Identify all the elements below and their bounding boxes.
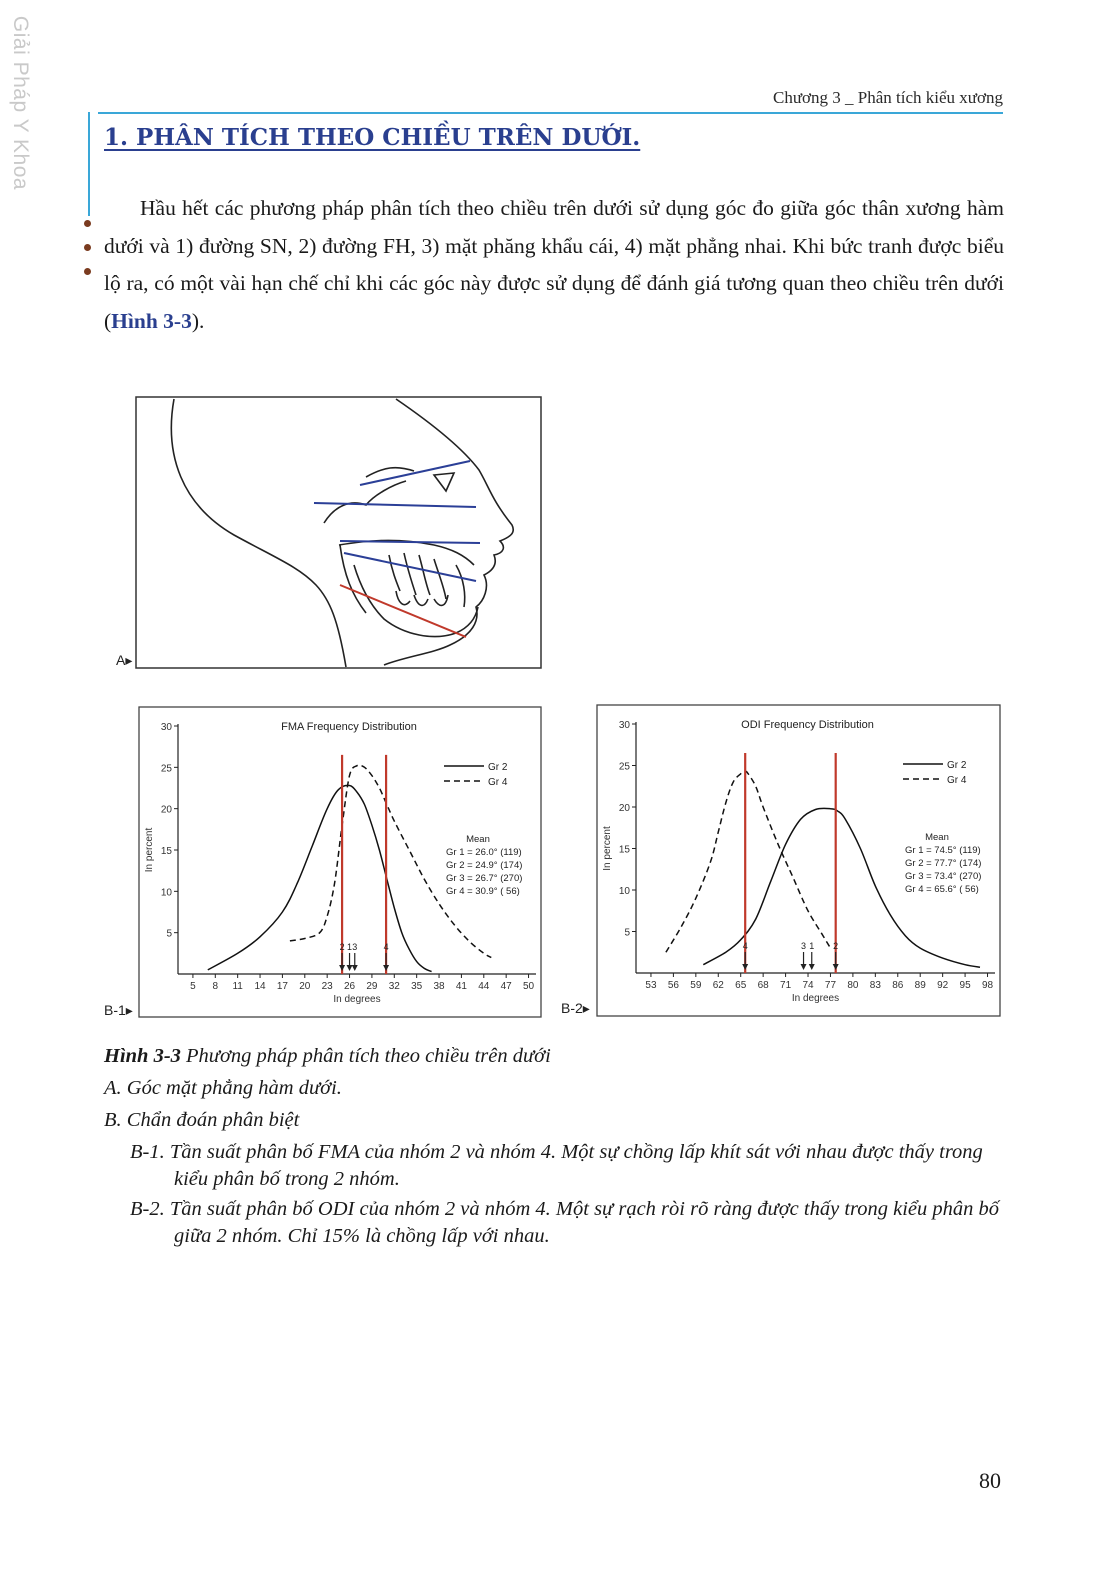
x-tick-label: 17 [276,981,288,992]
odi-frequency-chart [596,704,1001,1017]
x-tick-label: 14 [254,981,266,992]
x-tick-label: 5 [190,981,196,992]
x-tick-label: 65 [735,980,747,991]
means-entry: Gr 1 = 74.5° (119) [905,845,981,856]
figure-reference: Hình 3-3 [111,308,192,333]
x-tick-label: 89 [914,980,926,991]
group-marker-label: 3 [801,941,807,951]
figure-caption [104,1040,1014,1250]
running-header: Chương 3 _ Phân tích kiểu xương [772,88,1003,107]
x-tick-label: 98 [981,980,994,991]
x-tick-label: 92 [937,980,949,991]
y-tick-label: 25 [618,761,630,773]
bullet-dot [84,244,91,251]
panel-b2-label: B-2▸ [561,1000,590,1016]
means-entry: Gr 2 = 24.9° (174) [446,860,523,871]
y-tick-label: 10 [160,887,172,899]
panel-a-frame [136,397,541,668]
x-tick-label: 86 [892,980,904,991]
header-rule [98,112,1003,114]
y-tick-label: 20 [618,803,630,814]
caption-title-line [104,1040,1014,1072]
y-tick-label: 20 [160,804,172,816]
caption-label: Hình 3-3 [104,1045,181,1067]
panel-a-cephalometric-tracing [134,395,544,671]
means-title: Mean [466,834,490,845]
side-watermark [4,8,36,198]
group-marker-label: 2 [339,942,345,952]
x-axis-label: In degrees [333,994,381,1005]
x-tick-label: 56 [667,980,679,991]
y-tick-label: 30 [160,722,172,733]
caption-title: Phương pháp phân tích theo chiều trên dưới [180,1045,551,1067]
body-paragraph [104,190,1004,340]
x-tick-label: 53 [645,980,657,991]
y-tick-label: 5 [166,928,172,940]
bullet-dot [84,220,91,227]
left-margin-rule [88,112,90,216]
x-tick-label: 23 [321,981,333,992]
y-tick-label: 25 [160,763,172,775]
caption-line-b: B. Chẩn đoán phân biệt [104,1109,300,1131]
y-axis-label: In percent [144,827,155,873]
y-tick-label: 10 [618,886,630,897]
x-tick-label: 44 [478,981,490,992]
y-tick-label: 15 [618,844,630,856]
x-tick-label: 35 [411,981,423,992]
x-axis-label: In degrees [791,993,840,1004]
x-tick-label: 59 [690,980,702,991]
means-entry: Gr 3 = 26.7° (270) [446,873,523,884]
legend-entry: Gr 2 [488,762,508,773]
group-marker-label: 2 [833,941,839,951]
x-tick-label: 95 [959,980,971,991]
fma-frequency-chart [138,706,542,1018]
group-marker-label: 1 [809,941,815,951]
paragraph-text: Hầu hết các phương pháp phân tích theo chiều trên dưới sử dụng góc đo giữa góc thân xương hàm dưới và 1) đường SN, 2) đường FH, 3) mặt phăng khẩu cái, 4) mặt phẳng nhai. Khi bức tranh được biểu lộ ra, có một vài hạn chế chỉ khi các góc này được sử dụng để đánh giá tương quan theo chiều trên dưới ( [104,196,1004,333]
group-marker-label: 1 [347,942,353,952]
legend-entry: Gr 2 [947,760,967,771]
y-axis-label: In percent [602,826,613,871]
y-tick-label: 30 [618,720,630,731]
x-tick-label: 11 [232,981,243,992]
x-tick-label: 83 [869,980,881,991]
chart-title: FMA Frequency Distribution [281,721,417,733]
bullet-dot [84,268,91,275]
paragraph-end: ). [191,308,205,333]
x-tick-label: 77 [824,980,837,991]
means-title: Mean [925,832,949,843]
x-tick-label: 71 [780,980,792,991]
x-tick-label: 47 [500,981,512,992]
x-tick-label: 68 [757,980,769,991]
chart-title: ODI Frequency Distribution [741,719,874,731]
x-tick-label: 32 [388,981,400,992]
y-tick-label: 5 [624,927,630,939]
group-marker-label: 3 [352,942,358,952]
means-entry: Gr 1 = 26.0° (119) [446,847,522,858]
x-tick-label: 29 [366,981,378,992]
means-entry: Gr 4 = 65.6° ( 56) [905,884,979,895]
section-title: 1. PHÂN TÍCH THEO CHIỀU TRÊN DƯỚI. [104,124,641,151]
watermark-text: Giải Pháp Y Khoa [9,15,32,191]
x-tick-label: 74 [802,980,814,991]
caption-line-a: A. Góc mặt phẳng hàm dưới. [104,1077,342,1099]
x-tick-label: 26 [343,981,356,992]
x-tick-label: 50 [522,981,535,992]
x-tick-label: 62 [712,980,724,991]
means-entry: Gr 2 = 77.7° (174) [905,858,982,869]
legend-entry: Gr 4 [488,777,508,788]
x-tick-label: 8 [212,981,219,992]
legend-entry: Gr 4 [947,775,967,786]
x-tick-label: 20 [299,981,311,992]
panel-a-label: A▸ [116,652,133,668]
x-tick-label: 41 [455,981,467,992]
caption-line-b2: B-2. Tần suất phân bố ODI của nhóm 2 và nhóm 4. Một sự rạch ròi rõ ràng được thấy trong kiểu phân bố giữa 2 nhóm. Chỉ 15% là chồng lấp với nhau. [130,1198,999,1247]
means-entry: Gr 4 = 30.9° ( 56) [446,886,520,897]
x-tick-label: 80 [847,980,859,991]
y-tick-label: 15 [160,846,172,857]
panel-b1-label: B-1▸ [104,1002,133,1018]
group-marker-label: 4 [383,942,389,952]
means-entry: Gr 3 = 73.4° (270) [905,871,982,882]
group-marker-label: 4 [742,941,748,951]
page-number: 80 [979,1468,1001,1493]
caption-line-b1: B-1. Tần suất phân bố FMA của nhóm 2 và nhóm 4. Một sự chồng lấp khít sát với nhau được thấy trong kiểu phân bố trong 2 nhóm. [130,1141,983,1190]
x-tick-label: 38 [433,981,445,992]
